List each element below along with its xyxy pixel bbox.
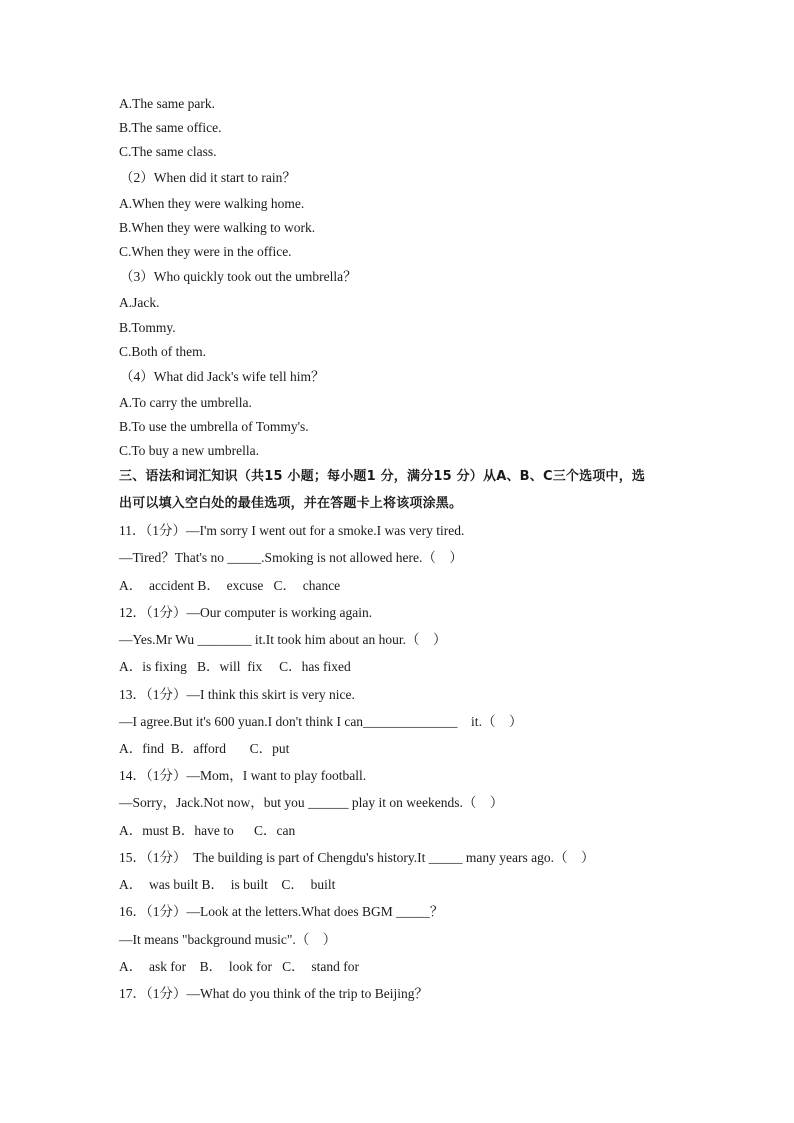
q1-option-c: C.The same class. bbox=[119, 144, 217, 159]
q3-option-a: A.Jack. bbox=[119, 295, 160, 310]
q1-option-a: A.The same park. bbox=[119, 96, 215, 111]
q4-option-c: C.To buy a new umbrella. bbox=[119, 443, 260, 458]
q15-options: A． was built B． is built C． built bbox=[119, 877, 336, 892]
q13-options: A．find B．afford C．put bbox=[119, 741, 290, 756]
q11-prompt: 11．（1分）—I'm sorry I went out for a smoke.I was very tired. bbox=[119, 523, 465, 538]
q14-reply: —Sorry，Jack.Not now，but you ______ play it on weekends.（ ） bbox=[119, 795, 504, 810]
section-3-heading-line-2: 出可以填入空白处的最佳选项，并在答题卡上将该项涂黑。 bbox=[119, 496, 463, 511]
q15-prompt: 15．（1分） The building is part of Chengdu's history.It _____ many years ago.（ ） bbox=[119, 850, 595, 865]
section-3-heading-line-1: 三、语法和词汇知识（共15 小题；每小题1 分，满分15 分）从A、B、C三个选项中，选 bbox=[119, 469, 646, 484]
q11-reply: —Tired？That's no _____.Smoking is not allowed here.（ ） bbox=[119, 550, 463, 565]
q12-reply: —Yes.Mr Wu ________ it.It took him about an hour.（ ） bbox=[119, 632, 447, 647]
q2-question: （2）When did it start to rain？ bbox=[120, 170, 296, 185]
q12-options: A．is fixing B．will fix C．has fixed bbox=[119, 659, 351, 674]
q13-reply: —I agree.But it's 600 yuan.I don't think I can______________ it.（ ） bbox=[119, 714, 523, 729]
q1-option-b: B.The same office. bbox=[119, 120, 222, 135]
q11-options: A． accident B． excuse C． chance bbox=[119, 578, 341, 593]
q16-options: A． ask for B． look for C． stand for bbox=[119, 959, 359, 974]
q2-option-c: C.When they were in the office. bbox=[119, 244, 292, 259]
q12-prompt: 12．（1分）—Our computer is working again. bbox=[119, 605, 373, 620]
q3-question: （3）Who quickly took out the umbrella？ bbox=[120, 269, 357, 284]
q2-option-a: A.When they were walking home. bbox=[119, 196, 305, 211]
q17-prompt: 17．（1分）—What do you think of the trip to Beijing？ bbox=[119, 986, 428, 1001]
q4-question: （4）What did Jack's wife tell him？ bbox=[120, 369, 325, 384]
q14-prompt: 14．（1分）—Mom，I want to play football. bbox=[119, 768, 367, 783]
q3-option-c: C.Both of them. bbox=[119, 344, 206, 359]
q16-reply: —It means "background music".（ ） bbox=[119, 932, 337, 947]
q13-prompt: 13．（1分）—I think this skirt is very nice. bbox=[119, 687, 355, 702]
q14-options: A．must B．have to C．can bbox=[119, 823, 296, 838]
q4-option-b: B.To use the umbrella of Tommy's. bbox=[119, 419, 309, 434]
q3-option-b: B.Tommy. bbox=[119, 320, 176, 335]
q16-prompt: 16．（1分）—Look at the letters.What does BGM _____？ bbox=[119, 904, 444, 919]
q4-option-a: A.To carry the umbrella. bbox=[119, 395, 252, 410]
q2-option-b: B.When they were walking to work. bbox=[119, 220, 316, 235]
